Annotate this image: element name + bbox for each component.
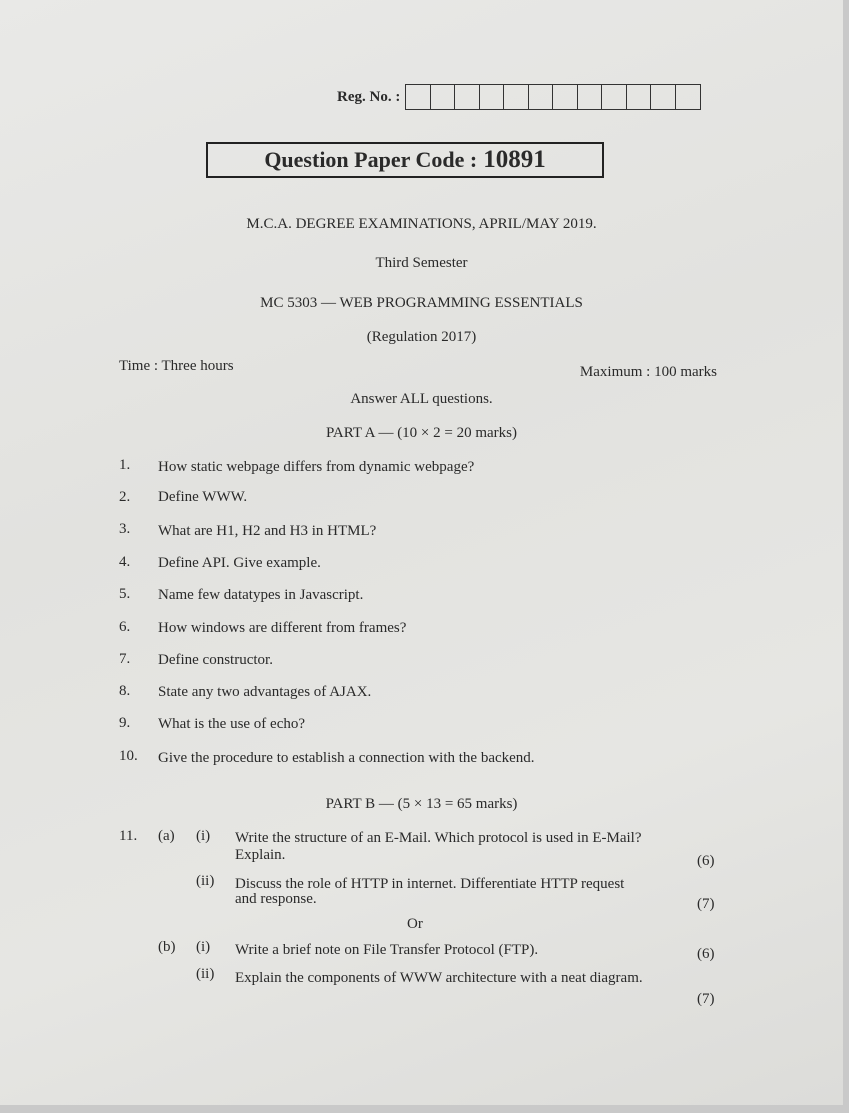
question-text: Give the procedure to establish a connection with the backend. bbox=[158, 750, 535, 766]
question-text: Define WWW. bbox=[158, 489, 248, 505]
reg-no-box bbox=[676, 85, 701, 109]
question-number: 2. bbox=[119, 489, 131, 505]
reg-no-box bbox=[602, 85, 627, 109]
subquestion-text: Explain. bbox=[235, 847, 286, 863]
reg-no-label: Reg. No. : bbox=[337, 88, 401, 105]
marks: (7) bbox=[697, 896, 715, 912]
maximum-marks: Maximum : 100 marks bbox=[579, 364, 717, 380]
instruction: Answer ALL questions. bbox=[350, 391, 493, 407]
subquestion-text: and response. bbox=[235, 891, 317, 907]
reg-no-box bbox=[406, 85, 431, 109]
part-b-heading: PART B — (5 × 13 = 65 marks) bbox=[325, 796, 518, 812]
reg-no-box bbox=[431, 85, 456, 109]
question-paper-code bbox=[206, 142, 604, 178]
subquestion-label: (ii) bbox=[196, 966, 215, 982]
reg-no-box bbox=[553, 85, 578, 109]
question-text: How windows are different from frames? bbox=[158, 620, 407, 636]
subquestion-label: (i) bbox=[196, 939, 211, 955]
regulation: (Regulation 2017) bbox=[366, 329, 477, 345]
question-number: 5. bbox=[119, 586, 131, 602]
question-number: 1. bbox=[119, 457, 131, 473]
semester: Third Semester bbox=[375, 255, 468, 271]
question-text: Define API. Give example. bbox=[158, 555, 321, 571]
subquestion-text: Write the structure of an E-Mail. Which protocol is used in E-Mail? bbox=[235, 830, 642, 846]
subquestion-label: (ii) bbox=[196, 873, 215, 889]
part-a-heading: PART A — (10 × 2 = 20 marks) bbox=[325, 425, 518, 441]
question-text: Define constructor. bbox=[158, 652, 273, 668]
question-number: 11. bbox=[119, 828, 138, 844]
reg-no bbox=[337, 84, 701, 110]
question-number: 9. bbox=[119, 715, 131, 731]
question-number: 8. bbox=[119, 683, 131, 699]
time-allowed: Time : Three hours bbox=[119, 358, 234, 374]
exam-title: M.C.A. DEGREE EXAMINATIONS, APRIL/MAY 2019. bbox=[246, 216, 597, 232]
paper-code-label: Question Paper Code : bbox=[264, 147, 478, 172]
reg-no-box bbox=[455, 85, 480, 109]
marks: (7) bbox=[697, 991, 715, 1007]
reg-no-box bbox=[504, 85, 529, 109]
option-b-label: (b) bbox=[158, 939, 176, 955]
question-text: State any two advantages of AJAX. bbox=[158, 684, 372, 700]
subquestion-text: Write a brief note on File Transfer Protocol (FTP). bbox=[235, 942, 539, 958]
marks: (6) bbox=[697, 946, 715, 962]
question-number: 6. bbox=[119, 619, 131, 635]
paper-code-value: 10891 bbox=[483, 146, 546, 173]
question-text: How static webpage differs from dynamic webpage? bbox=[158, 459, 475, 475]
reg-no-boxes bbox=[405, 84, 701, 110]
subject: MC 5303 — WEB PROGRAMMING ESSENTIALS bbox=[260, 295, 583, 311]
question-number: 4. bbox=[119, 554, 131, 570]
or-separator: Or bbox=[407, 916, 423, 932]
question-number: 7. bbox=[119, 651, 131, 667]
question-number: 3. bbox=[119, 521, 131, 537]
reg-no-box bbox=[578, 85, 603, 109]
question-text: What is the use of echo? bbox=[158, 716, 306, 732]
question-text: What are H1, H2 and H3 in HTML? bbox=[158, 523, 377, 539]
subquestion-text: Discuss the role of HTTP in internet. Differentiate HTTP request bbox=[235, 876, 625, 892]
question-number: 10. bbox=[119, 748, 138, 764]
option-a-label: (a) bbox=[158, 828, 175, 844]
reg-no-box bbox=[529, 85, 554, 109]
subquestion-label: (i) bbox=[196, 828, 211, 844]
reg-no-box bbox=[627, 85, 652, 109]
reg-no-box bbox=[651, 85, 676, 109]
subquestion-text: Explain the components of WWW architecture with a neat diagram. bbox=[235, 970, 643, 986]
marks: (6) bbox=[697, 853, 715, 869]
question-text: Name few datatypes in Javascript. bbox=[158, 587, 364, 603]
reg-no-box bbox=[480, 85, 505, 109]
